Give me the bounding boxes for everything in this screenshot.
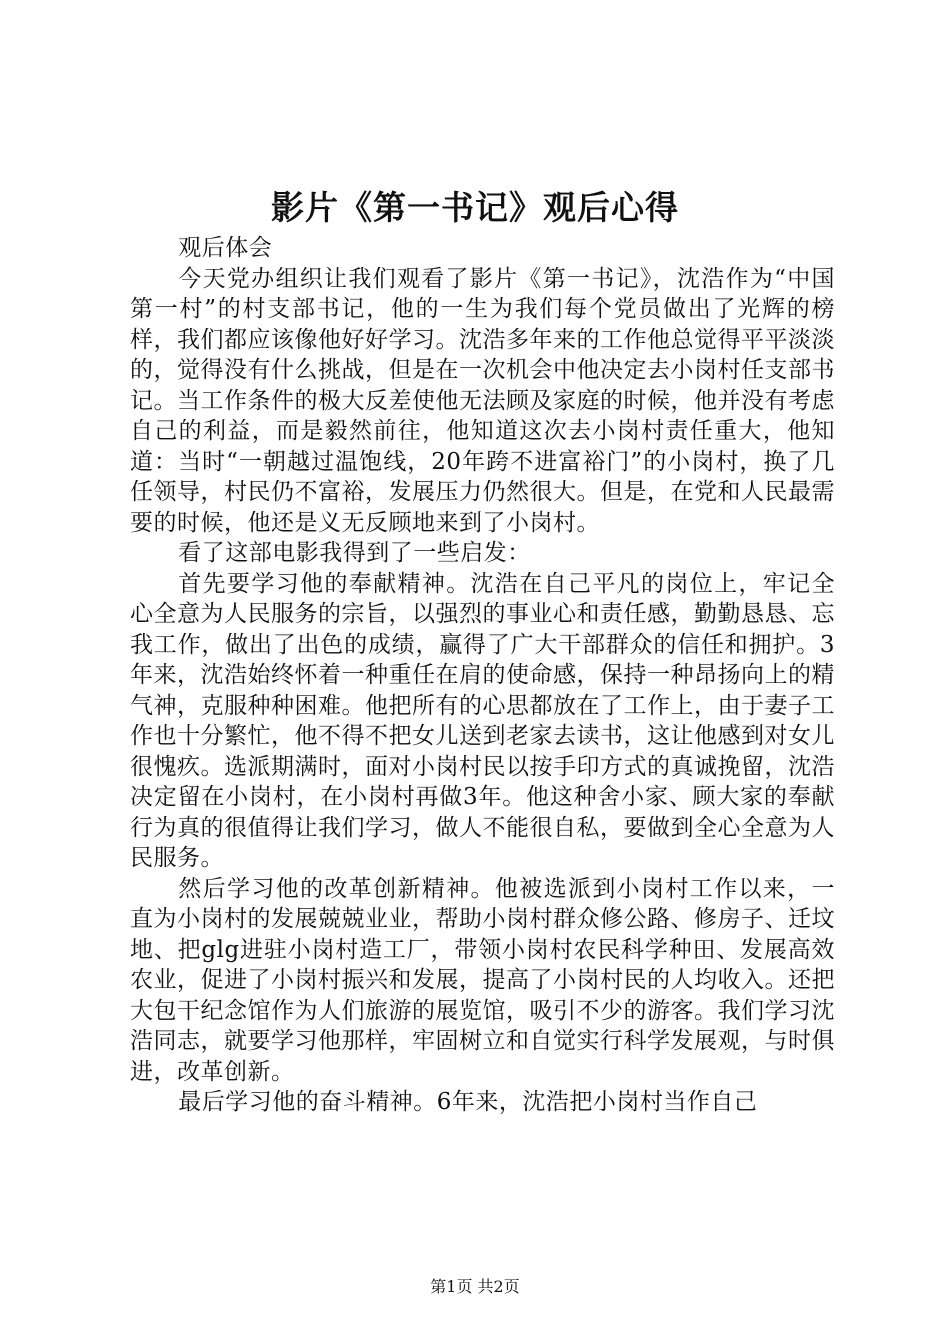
page-number-footer: 第1页 共2页	[430, 1277, 520, 1296]
paragraph-inspiration: 看了这部电影我得到了一些启发：	[178, 540, 531, 566]
document-title: 影片《第一书记》观后心得	[271, 188, 679, 227]
paragraph-innovation: 然后学习他的改革创新精神。他被选派到小岗村工作以来，一直为小岗村的发展兢兢业业，帮助小岗村群众修公路、修房子、迁坟地、把glg进驻小岗村造工厂，带领小岗村农民科学种田、发展高效农业，促进了小岗村振兴和发展，提高了小岗村民的人均收入。还把大包干纪念馆作为人们旅游的展览馆，吸引不少的游客。我们学习沈浩同志，就要学习他那样，牢固树立和自觉实行科学发展观，与时俱进，改革创新。	[130, 875, 835, 1085]
paragraph-intro: 今天党办组织让我们观看了影片《第一书记》，沈浩作为“中国第一村”的村支部书记，他的一生为我们每个党员做出了光辉的榜样，我们都应该像他好好学习。沈浩多年来的工作他总觉得平平淡淡的，觉得没有什么挑战，但是在一次机会中他决定去小岗村任支部书记。当工作条件的极大反差使他无法顾及家庭的时候，他并没有考虑自己的利益，而是毅然前往，他知道这次去小岗村责任重大，他知道：当时“一朝越过温饱线，20年跨不进富裕门”的小岗村，换了几任领导，村民仍不富裕，发展压力仍然很大。但是，在党和人民最需要的时候，他还是义无反顾地来到了小岗村。	[130, 265, 835, 536]
document-body	[130, 233, 835, 1118]
paragraph-dedication: 首先要学习他的奉献精神。沈浩在自己平凡的岗位上，牢记全心全意为人民服务的宗旨，以强烈的事业心和责任感，勤勤恳恳、忘我工作，做出了出色的成绩，赢得了广大干部群众的信任和拥护。3年来，沈浩始终怀着一种重任在肩的使命感，保持一种昂扬向上的精气神，克服种种困难。他把所有的心思都放在了工作上，由于妻子工作也十分繁忙，他不得不把女儿送到老家去读书，这让他感到对女儿很愧疚。选派期满时，面对小岗村民以按手印方式的真诚挽留，沈浩决定留在小岗村，在小岗村再做3年。他这种舍小家、顾大家的奉献行为真的很值得让我们学习，做人不能很自私，要做到全心全意为人民服务。	[130, 570, 835, 871]
paragraph-subheading: 观后体会	[178, 235, 273, 261]
paragraph-struggle: 最后学习他的奋斗精神。6年来，沈浩把小岗村当作自己	[178, 1089, 758, 1115]
